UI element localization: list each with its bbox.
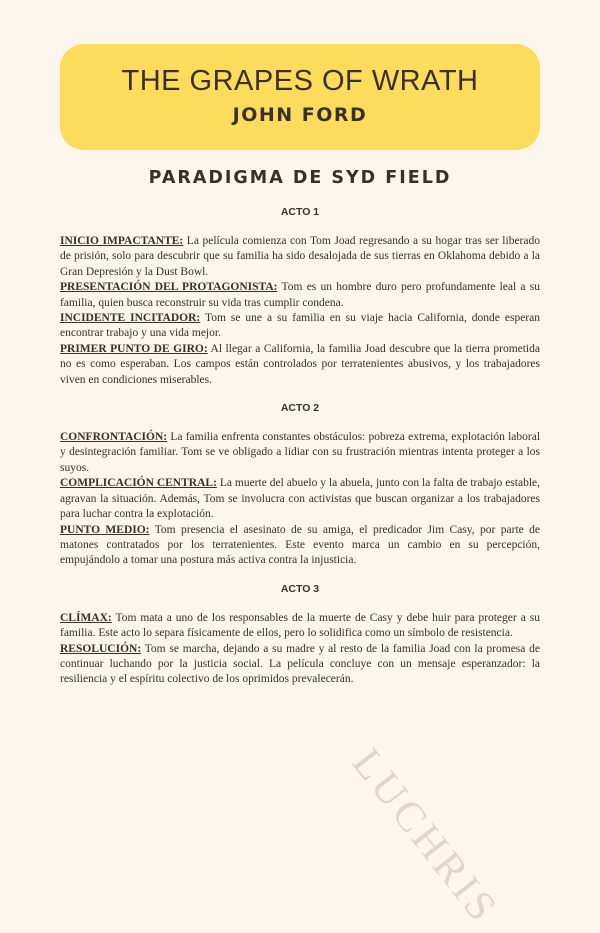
- paragraph-text: Al llegar a California, la familia Joad descubre que la tierra prometida no es como esperaban. Los campos están controlados por terratenientes abusivos, y los trabajadores viven en condiciones miserables.: [60, 342, 540, 386]
- paragraph-text: La familia enfrenta constantes obstáculos: pobreza extrema, explotación laboral y desintegración familiar. Tom se ve obligado a lidiar con su frustración mientras intenta proteger a los suyos.: [60, 431, 541, 474]
- paragraph-label: CONFRONTACIÓN:: [60, 431, 168, 444]
- paragraph: [60, 523, 540, 569]
- paragraph: [60, 642, 540, 688]
- act-3-section: [60, 583, 540, 688]
- paragraph: [60, 430, 540, 476]
- paragraph-text: Tom se marcha, dejando a su madre y al resto de la familia Joad con la promesa de continuar luchando por la justicia social. La película concluye con un mensaje esperanzador: la resiliencia y el espíritu colectivo de los oprimidos prevalecerán.: [60, 642, 540, 686]
- paragraph-label: CLÍMAX:: [60, 611, 112, 624]
- title-banner: [60, 44, 540, 150]
- paragraph-label: PRIMER PUNTO DE GIRO:: [60, 342, 208, 355]
- document-subtitle: PARADIGMA DE SYD FIELD: [148, 168, 452, 188]
- paragraph: [60, 311, 540, 342]
- act-1-section: [60, 206, 540, 388]
- act-3-heading: ACTO 3: [280, 582, 320, 595]
- paragraph-label: COMPLICACIÓN CENTRAL:: [60, 477, 217, 490]
- document-author: JOHN FORD: [232, 104, 368, 126]
- paragraph-text: La muerte del abuelo y la abuela, junto con la falta de trabajo estable, agravan la situación. Además, Tom se involucra con activistas que buscan organizar a los trabajadores para luchar contra la explotación.: [60, 477, 541, 521]
- paragraph-label: INCIDENTE INCITADOR:: [60, 312, 201, 325]
- document-title: THE GRAPES OF WRATH: [121, 65, 479, 97]
- paragraph: [60, 280, 540, 311]
- act-2-section: [60, 402, 540, 569]
- paragraph: [60, 234, 540, 280]
- paragraph-text: La película comienza con Tom Joad regresando a su hogar tras ser liberado de prisión, solo para descubrir que su familia ha sido desalojada de sus tierras en Oklahoma debido a la Gran Depresión y la Dust Bowl.: [60, 235, 540, 278]
- paragraph-label: PRESENTACIÓN DEL PROTAGONISTA:: [60, 281, 278, 294]
- paragraph-label: INICIO IMPACTANTE:: [60, 235, 184, 247]
- paragraph-text: Tom mata a uno de los responsables de la muerte de Casy y debe huir para proteger a su familia. Este acto lo separa físicamente de ellos, pero lo solidifica como un símbolo de resistencia.: [60, 611, 540, 640]
- watermark: LUCHRIS: [342, 740, 508, 933]
- paragraph: [60, 476, 540, 522]
- paragraph-label: RESOLUCIÓN:: [60, 642, 142, 655]
- document-body: [60, 206, 540, 702]
- paragraph-text: Tom se une a su familia en su viaje hacia California, donde esperan encontrar trabajo y una vida mejor.: [60, 312, 541, 340]
- paragraph: [60, 342, 540, 388]
- paragraph-text: Tom es un hombre duro pero profundamente leal a su familia, quien busca reconstruir su vida tras cumplir condena.: [60, 281, 541, 309]
- act-1-heading: ACTO 1: [280, 206, 320, 218]
- paragraph-text: Tom presencia el asesinato de su amiga, el predicador Jim Casy, por parte de matones contratados por los terratenientes. Este evento marca un cambio en su percepción, empujándolo a tomar una postura más activa contra la injusticia.: [60, 523, 540, 567]
- act-2-heading: ACTO 2: [280, 402, 320, 415]
- paragraph: [60, 611, 540, 642]
- paragraph-label: PUNTO MEDIO:: [60, 523, 150, 536]
